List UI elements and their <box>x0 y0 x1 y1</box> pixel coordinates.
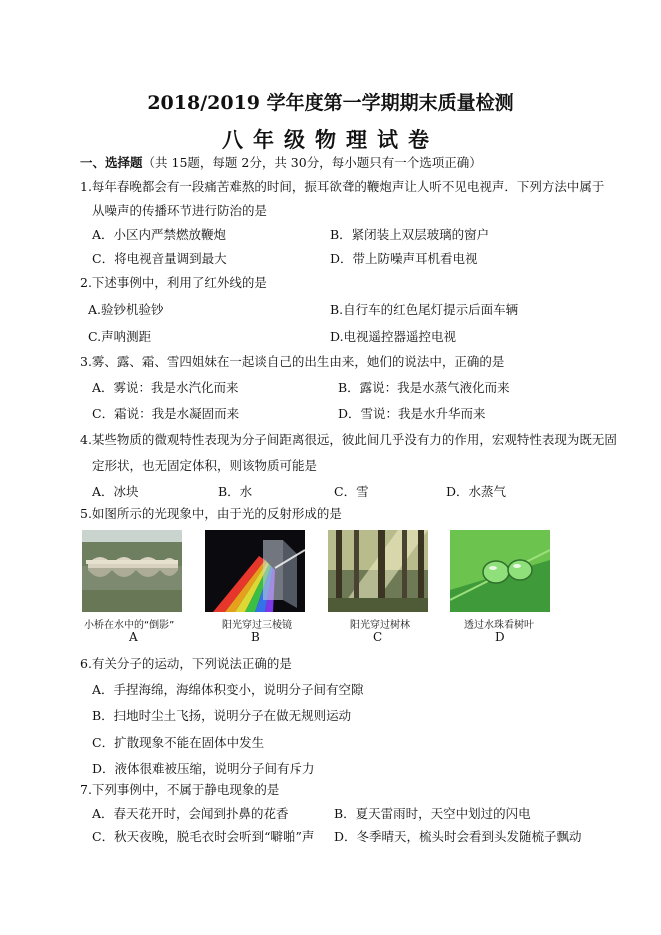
q4-option-d: D．水蒸气 <box>446 484 507 499</box>
q5-stem: 5.如图所示的光现象中，由于光的反射形成的是 <box>80 506 342 521</box>
q4-stem-line1: 4.某些物质的微观特性表现为分子间距离很远，彼此间几乎没有力的作用，宏观特性表现为既无固 <box>80 432 617 447</box>
q6-option-d: D．液体很难被压缩，说明分子间有斥力 <box>92 761 315 776</box>
exam-title: 2018/2019 学年度第一学期期末质量检测 <box>147 92 514 114</box>
section-note: （共 15题，每题 2分，共 30分，每小题只有一个选项正确） <box>142 155 482 170</box>
q1-stem-line2: 从噪声的传播环节进行防治的是 <box>92 203 268 218</box>
q3-option-d: D．雪说：我是水升华而来 <box>338 406 486 421</box>
q3-option-c: C．霜说：我是水凝固而来 <box>92 406 240 421</box>
image-d-letter: D <box>495 630 505 644</box>
prism-dispersion-photo <box>205 530 305 612</box>
exam-subtitle: 八年级物理试卷 <box>222 127 439 152</box>
q2-option-c: C.声呐测距 <box>88 329 152 344</box>
image-b-caption: 阳光穿过三棱镜 <box>222 620 292 631</box>
section-label: 一、选择题 <box>80 155 143 170</box>
q7-option-c: C．秋天夜晚，脱毛衣时会听到“噼啪”声 <box>92 829 315 844</box>
image-c-letter: C <box>373 630 383 644</box>
bridge-reflection-photo <box>82 530 182 612</box>
q2-option-b: B.自行车的红色尾灯提示后面车辆 <box>330 302 519 317</box>
q1-option-b: B．紧闭装上双层玻璃的窗户 <box>330 227 490 242</box>
q6-option-c: C．扩散现象不能在固体中发生 <box>92 735 265 750</box>
q7-stem: 7.下列事例中，不属于静电现象的是 <box>80 782 280 797</box>
image-a-letter: A <box>129 630 138 644</box>
q6-option-a: A．手捏海绵，海绵体积变小，说明分子间有空隙 <box>92 682 364 697</box>
q1-option-c: C．将电视音量调到最大 <box>92 251 227 266</box>
waterdrop-leaf-photo <box>450 530 550 612</box>
q4-option-a: A．冰块 <box>92 484 139 499</box>
q6-option-b: B．扫地时尘土飞扬，说明分子在做无规则运动 <box>92 708 352 723</box>
q7-option-a: A．春天花开时，会闻到扑鼻的花香 <box>92 806 289 821</box>
q1-stem-line1: 1.每年春晚都会有一段痛苦难熬的时间，振耳欲聋的鞭炮声让人听不见电视声．下列方法中属于 <box>80 179 605 194</box>
image-a-caption: 小桥在水中的“倒影” <box>84 620 175 631</box>
q2-option-a: A.验钞机验钞 <box>88 302 164 317</box>
q3-stem: 3.雾、露、霜、雪四姐妹在一起谈自己的出生由来，她们的说法中，正确的是 <box>80 354 505 369</box>
q1-option-d: D．带上防噪声耳机看电视 <box>330 251 478 266</box>
q6-stem: 6.有关分子的运动，下列说法正确的是 <box>80 656 292 671</box>
q4-option-c: C．雪 <box>334 484 369 499</box>
q1-option-a: A．小区内严禁燃放鞭炮 <box>92 227 227 242</box>
section-heading <box>80 155 482 171</box>
image-d-caption: 透过水珠看树叶 <box>464 620 534 631</box>
q3-option-a: A．雾说：我是水汽化而来 <box>92 380 239 395</box>
image-c-caption: 阳光穿过树林 <box>350 620 410 631</box>
q7-option-b: B．夏天雷雨时，天空中划过的闪电 <box>334 806 531 821</box>
forest-sunbeam-photo <box>328 530 428 612</box>
q2-stem: 2.下述事例中，利用了红外线的是 <box>80 275 267 290</box>
q4-stem-line2: 定形状，也无固定体积，则该物质可能是 <box>92 458 318 473</box>
q4-option-b: B．水 <box>218 484 253 499</box>
q2-option-d: D.电视遥控器遥控电视 <box>330 329 457 344</box>
q3-option-b: B．露说：我是水蒸气液化而来 <box>338 380 510 395</box>
q7-option-d: D．冬季晴天，梳头时会看到头发随梳子飘动 <box>334 829 582 844</box>
image-b-letter: B <box>251 630 260 644</box>
